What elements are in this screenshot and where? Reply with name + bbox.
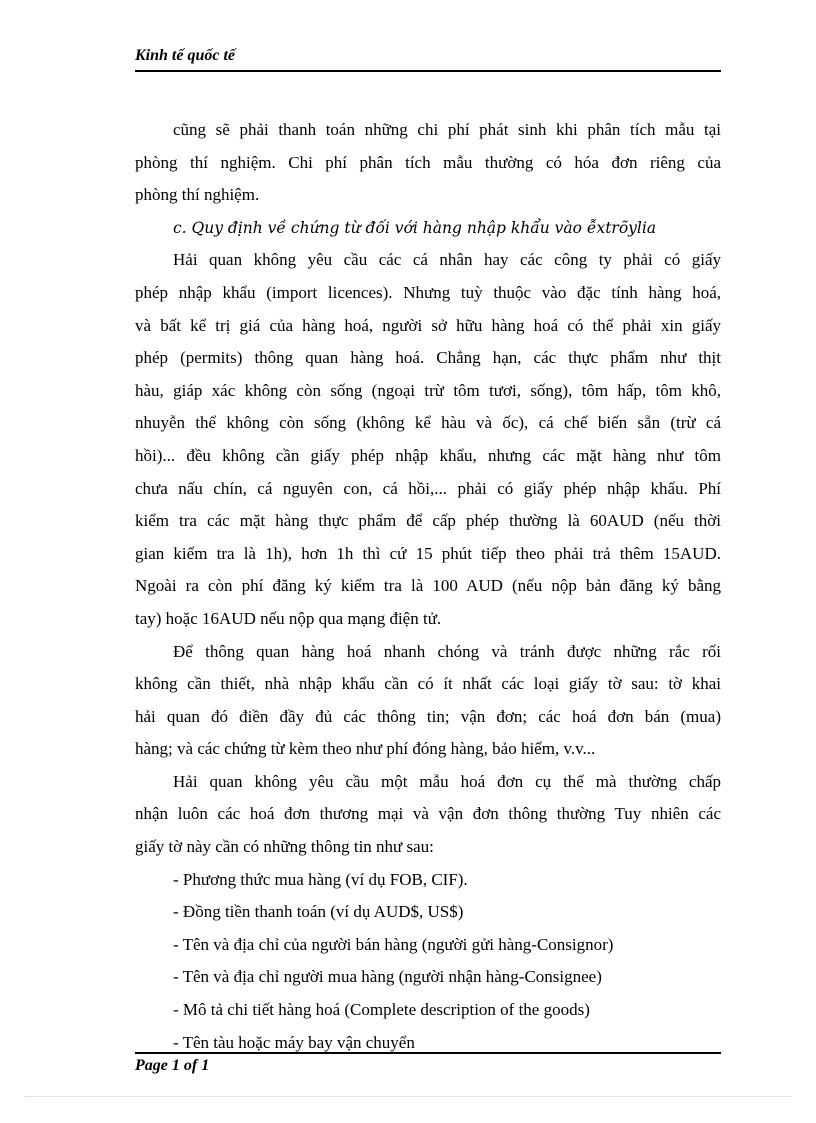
text-line: Hải quan không yêu cầu một mẫu hoá đơn cụ thể mà thường chấp xyxy=(173,771,721,791)
document-body xyxy=(135,114,721,1059)
text-line: cũng sẽ phải thanh toán những chi phí phát sinh khi phân tích mẫu tại xyxy=(173,120,721,139)
text-line: giấy tờ này cần có những thông tin như sau: xyxy=(135,837,434,857)
text-line: nhận luôn các hoá đơn thương mại và vận đơn thông thường Tuy nhiên các xyxy=(135,804,721,824)
text-line: hải quan đó điền đầy đủ các thông tin; vận đơn; các hoá đơn bán (mua) xyxy=(135,706,721,726)
text-line: hàng; và các chứng từ kèm theo như phí đóng hàng, bảo hiểm, v.v... xyxy=(135,739,596,759)
list-item: - Tên và địa chỉ người mua hàng (người nhận hàng-Consignee) xyxy=(173,967,602,987)
text-line: gian kiểm tra là 1h), hơn 1h thì cứ 15 phút tiếp theo phải trả thêm 15AUD. xyxy=(135,543,721,563)
text-line: hồi)... đều không cần giấy phép nhập khẩu, nhưng các mặt hàng như tôm xyxy=(135,445,721,465)
text-line: nhuyễn thể không còn sống (không kể hàu và ốc), cá chế biến sẵn (trừ cá xyxy=(135,413,721,433)
text-line: phép (permits) thông quan hàng hoá. Chẳng hạn, các thực phẩm như thịt xyxy=(135,348,721,368)
page-edge xyxy=(24,1096,792,1097)
text-line: Để thông quan hàng hoá nhanh chóng và tránh được những rắc rối xyxy=(173,641,721,661)
list-item: - Đồng tiền thanh toán (ví dụ AUD$, US$) xyxy=(173,902,464,922)
text-line: Ngoài ra còn phí đăng ký kiểm tra là 100 AUD (nếu nộp bản đăng ký bằng xyxy=(135,576,721,596)
list-item: - Mô tả chi tiết hàng hoá (Complete description of the goods) xyxy=(173,1000,590,1020)
text-line: không cần thiết, nhà nhập khẩu cần có ít nhất các loại giấy tờ sau: tờ khai xyxy=(135,674,721,694)
list-item: - Tên tàu hoặc máy bay vận chuyển xyxy=(173,1032,415,1052)
text-line: kiểm tra các mặt hàng thực phẩm để cấp phép thường là 60AUD (nếu thời xyxy=(135,511,721,531)
text-line: chưa nấu chín, cá nguyên con, cá hồi,... phải có giấy phép nhập khẩu. Phí xyxy=(135,478,721,498)
section-heading: c. Quy định về chứng từ đối với hàng nhập khẩu vào ễxtrõylia xyxy=(173,218,657,237)
text-line: tay) hoặc 16AUD nếu nộp qua mạng điện tử. xyxy=(135,608,442,628)
text-line: phép nhập khẩu (import licences). Nhưng tuỳ thuộc vào đặc tính hàng hoá, xyxy=(135,282,721,302)
page-number: Page 1 of 1 xyxy=(135,1057,210,1074)
text-line: hàu, giáp xác không còn sống (ngoại trừ tôm tươi, sống), tôm hấp, tôm khô, xyxy=(135,380,721,400)
header-title: Kinh tế quốc tế xyxy=(135,47,236,64)
text-line: và bất kể trị giá của hàng hoá, người sở hữu hàng hoá có thể phải xin giấy xyxy=(135,315,721,335)
header-rule xyxy=(135,70,721,72)
list-item: - Phương thức mua hàng (ví dụ FOB, CIF). xyxy=(173,869,468,889)
list-item: - Tên và địa chỉ của người bán hàng (người gửi hàng-Consignor) xyxy=(173,934,614,954)
text-line: phòng thí nghiệm. Chi phí phân tích mẫu thường có hóa đơn riêng của xyxy=(135,152,721,172)
text-line: phòng thí nghiệm. xyxy=(135,185,260,205)
text-line: Hải quan không yêu cầu các cá nhân hay các công ty phải có giấy xyxy=(173,250,721,270)
footer-rule xyxy=(135,1052,721,1054)
